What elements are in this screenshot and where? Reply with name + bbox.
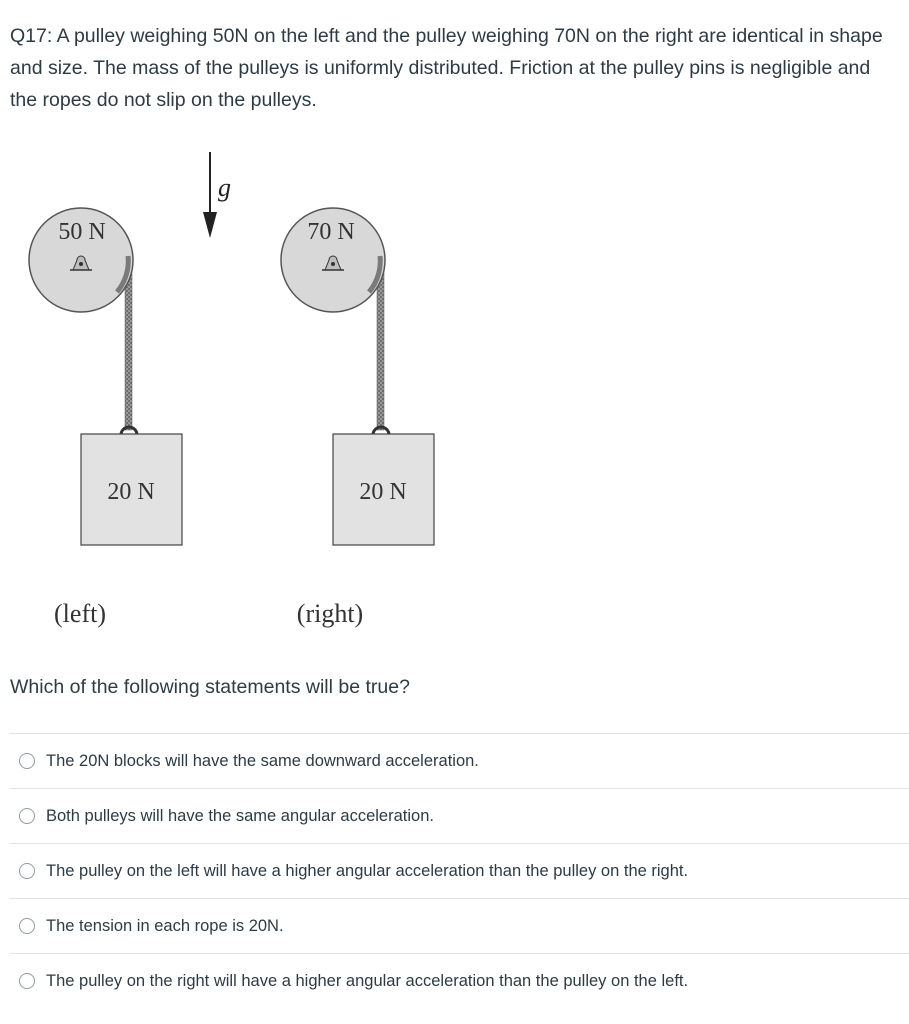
right-caption: (right) — [296, 599, 364, 628]
left-caption: (left) — [54, 599, 106, 628]
left-system — [29, 208, 182, 628]
answer-option-2[interactable] — [10, 788, 909, 843]
answer-label: The tension in each rope is 20N. — [46, 917, 284, 935]
answer-label: The pulley on the right will have a higher angular acceleration than the pulley on the left. — [46, 972, 689, 990]
gravity-label: g — [218, 173, 231, 202]
answer-label: The pulley on the left will have a higher angular acceleration than the pulley on the right. — [46, 862, 689, 880]
left-pulley-weight: 50 N — [58, 219, 106, 245]
right-block-weight: 20 N — [359, 479, 407, 505]
right-pulley-weight: 70 N — [307, 219, 355, 245]
left-block-weight: 20 N — [107, 479, 155, 505]
question-text: Q17: A pulley weighing 50N on the left and the pulley weighing 70N on the right are identical in shape and size. The mass of the pulleys is uniformly distributed. Friction at the pulley pins is negligible and the ropes do not slip on the pulleys. — [10, 25, 883, 111]
radio-button[interactable] — [19, 753, 35, 769]
pulley-diagram — [0, 140, 480, 640]
radio-button[interactable] — [19, 808, 35, 824]
radio-button[interactable] — [19, 973, 35, 989]
question-prompt: Which of the following statements will be true? — [10, 676, 410, 698]
pulley-figure — [0, 140, 480, 640]
radio-button[interactable] — [19, 918, 35, 934]
answer-option-1[interactable] — [10, 733, 909, 788]
right-system — [281, 208, 434, 628]
answer-label: Both pulleys will have the same angular acceleration. — [46, 807, 434, 825]
answer-list — [10, 733, 909, 1008]
answer-option-4[interactable] — [10, 898, 909, 953]
radio-button[interactable] — [19, 863, 35, 879]
gravity-arrow-icon — [203, 152, 217, 238]
answer-option-3[interactable] — [10, 843, 909, 898]
answer-option-5[interactable] — [10, 953, 909, 1008]
answer-label: The 20N blocks will have the same downward acceleration. — [46, 752, 479, 770]
